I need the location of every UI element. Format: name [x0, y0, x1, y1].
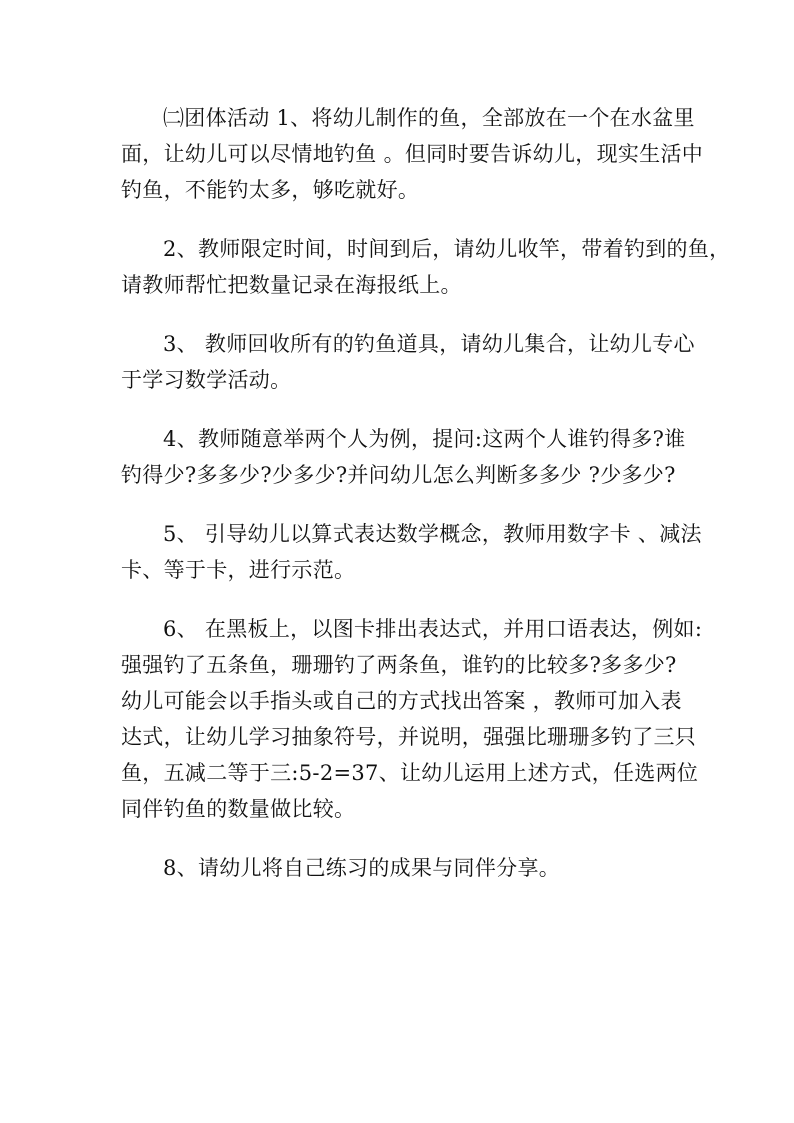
- text-line: 4、教师随意举两个人为例，提问:这两个人谁钓得多?谁: [163, 427, 686, 451]
- text-line: ㈡团体活动 1、将幼儿制作的鱼，全部放在一个在水盆里: [163, 106, 695, 130]
- text-line: 2、教师限定时间，时间到后，请幼儿收竿，带着钓到的鱼，: [163, 237, 731, 261]
- text-line: 面，让幼儿可以尽情地钓鱼 。但同时要告诉幼儿，现实生活中: [121, 142, 704, 166]
- text-line: 6、 在黑板上，以图卡排出表达式，并用口语表达，例如:: [163, 617, 703, 641]
- text-line: 幼儿可能会以手指头或自己的方式找出答案 ，教师可加入表: [121, 689, 682, 713]
- text-line: 3、 教师回收所有的钓鱼道具，请幼儿集合，让幼儿专心: [163, 332, 695, 356]
- paragraph-step-4: [121, 421, 686, 493]
- text-line: 同伴钓鱼的数量做比较。: [121, 797, 356, 821]
- text-line: 钓鱼，不能钓太多，够吃就好。: [121, 178, 420, 202]
- paragraph-group-activity-step-1: [121, 100, 704, 208]
- text-line: 鱼，五减二等于三:5-2=37、让幼儿运用上述方式，任选两位: [121, 761, 699, 785]
- paragraph-step-3: [121, 326, 695, 398]
- text-line: 请教师帮忙把数量记录在海报纸上。: [121, 273, 462, 297]
- text-line: 卡、等于卡，进行示范。: [121, 558, 356, 582]
- text-line: 达式，让幼儿学习抽象符号，并说明，强强比珊珊多钓了三只: [121, 725, 697, 749]
- paragraph-step-2: [121, 231, 731, 303]
- paragraph-step-8: [121, 850, 681, 886]
- text-line: 5、 引导幼儿以算式表达数学概念，教师用数字卡 、减法: [163, 522, 702, 546]
- paragraph-step-6: [121, 611, 703, 827]
- text-line: 8、请幼儿将自己练习的成果与同伴分享。: [163, 856, 561, 880]
- paragraph-step-5: [121, 516, 702, 588]
- text-line: 于学习数学活动。: [121, 368, 292, 392]
- document-body: [121, 100, 731, 909]
- text-line: 强强钓了五条鱼，珊珊钓了两条鱼，谁钓的比较多?多多少?: [121, 653, 677, 677]
- text-line: 钓得少?多多少?少多少?并问幼儿怎么判断多多少 ?少多少?: [121, 463, 676, 487]
